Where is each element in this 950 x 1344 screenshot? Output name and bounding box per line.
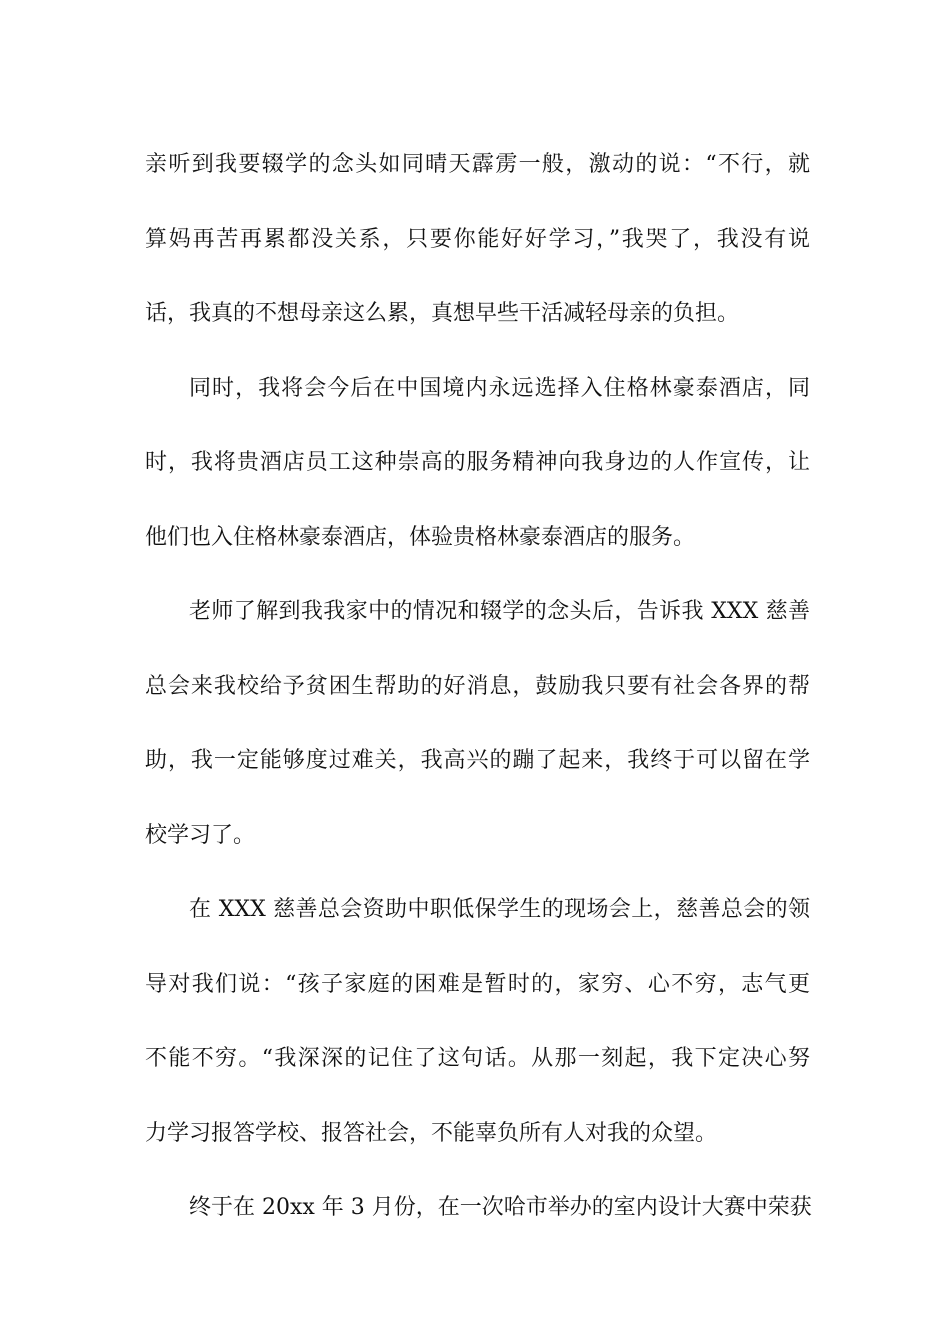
text-line: 在 XXX 慈善总会资助中职低保学生的现场会上，慈善总会的领 (189, 897, 810, 922)
text-line: 老师了解到我我家中的情况和辍学的念头后，告诉我 XXX 慈善 (189, 599, 810, 624)
document-body (145, 128, 810, 1246)
paragraph-5 (145, 1171, 810, 1246)
text-line: 不能不穷。“我深深的记住了这句话。从那一刻起，我下定决心努 (145, 1046, 810, 1071)
text-line: 力学习报答学校、报答社会，不能辜负所有人对我的众望。 (145, 1120, 718, 1146)
text-line: 他们也入住格林豪泰酒店，体验贵格林豪泰酒店的服务。 (145, 524, 696, 550)
paragraph-4 (145, 873, 810, 1171)
text-line: 话，我真的不想母亲这么累，真想早些干活减轻母亲的负担。 (145, 301, 740, 326)
text-line: 亲听到我要辍学的念头如同晴天霹雳一般，激动的说：“不行，就 (145, 152, 810, 177)
text-line: 总会来我校给予贫困生帮助的好消息，鼓励我只要有社会各界的帮 (145, 673, 810, 699)
text-line: 校学习了。 (145, 822, 256, 848)
paragraph-2 (145, 352, 810, 576)
text-line: 助，我一定能够度过难关，我高兴的蹦了起来，我终于可以留在学 (145, 748, 810, 773)
paragraph-3 (145, 575, 810, 873)
paragraph-1 (145, 128, 810, 352)
text-line: 算妈再苦再累都没关系，只要你能好好学习，”我哭了，我没有说 (145, 226, 810, 252)
text-line: 导对我们说：“孩子家庭的困难是暂时的，家穷、心不穷，志气更 (145, 971, 810, 997)
text-line: 终于在 20xx 年 3 月份，在一次哈市举办的室内设计大赛中荣获 (189, 1195, 812, 1220)
text-line: 时，我将贵酒店员工这种崇高的服务精神向我身边的人作宣传，让 (145, 450, 810, 475)
text-line: 同时，我将会今后在中国境内永远选择入住格林豪泰酒店，同 (189, 375, 810, 401)
